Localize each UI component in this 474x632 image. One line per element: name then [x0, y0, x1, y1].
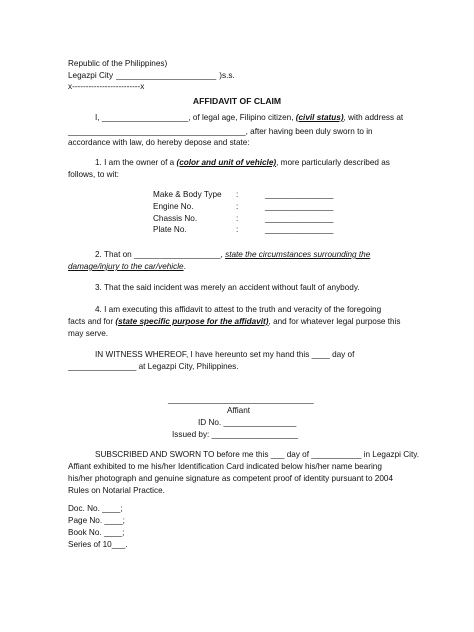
spec-colon-plate: :: [236, 225, 239, 234]
intro-line-3: accordance with law, do hereby depose and state:: [68, 138, 250, 147]
item1-line-2: follows, to wit:: [68, 170, 119, 179]
spec-blank-make: _______________: [265, 190, 334, 199]
jurat-line-3: his/her photograph and genuine signature as competent proof of identity pursuant to 2004: [68, 474, 393, 483]
item4-whatever: , and for whatever legal purpose this: [268, 317, 401, 326]
header-city-line: [68, 71, 235, 81]
affiant-id: ID No. ________________: [198, 418, 297, 427]
item4-facts: facts and for: [68, 317, 114, 326]
item4-line-2: [68, 317, 401, 327]
document-title: AFFIDAVIT OF CLAIM: [192, 96, 282, 106]
item2-period: .: [183, 262, 186, 271]
spec-blank-chassis: _______________: [265, 214, 334, 223]
witness-line-2: _______________ at Legazpi City, Philippines.: [68, 362, 239, 371]
spec-colon-engine: :: [236, 202, 239, 211]
page-no: Page No. ____;: [68, 516, 125, 525]
header-separator: x-------------------------x: [68, 82, 145, 91]
spec-label-make: Make & Body Type: [153, 190, 222, 199]
book-no: Book No. ____;: [68, 528, 125, 537]
intro-line-1: [95, 113, 403, 123]
item1-line-1: [95, 158, 390, 168]
spec-blank-plate: _______________: [265, 225, 334, 234]
spec-blank-engine: _______________: [265, 202, 334, 211]
intro-address: , with address at: [343, 113, 404, 122]
spec-label-plate: Plate No.: [153, 225, 187, 234]
spec-label-engine: Engine No.: [153, 202, 194, 211]
intro-name: I, ___________________, of legal age, Filipino citizen,: [95, 113, 294, 122]
item1-owner: 1. I am the owner of a: [95, 158, 175, 167]
item1-vehicle: (color and unit of vehicle): [176, 158, 277, 167]
affiant-signature-line: ________________________________: [168, 395, 314, 404]
item4-line-1: 4. I am executing this affidavit to attest to the truth and veracity of the foregoing: [95, 305, 382, 314]
spec-colon-chassis: :: [236, 214, 239, 223]
jurat-line-2: Affiant exhibited to me his/her Identification Card indicated below his/her name bearing: [68, 462, 382, 471]
item2-date-blank: ___________________,: [134, 250, 223, 259]
item2-circumstances: state the circumstances surrounding the: [225, 250, 371, 259]
item4-line-3: may serve.: [68, 329, 109, 338]
item2-damage: damage/injury to the car/vehicle: [68, 262, 184, 271]
header-city: Legazpi City: [68, 71, 114, 80]
item3-line: 3. That the said incident was merely an accident without fault of anybody.: [95, 283, 360, 292]
intro-line-2: _______________________________________, after having been duly sworn to in: [68, 127, 373, 136]
item2-that-on: 2. That on: [95, 250, 132, 259]
item4-purpose: (state specific purpose for the affidavit): [115, 317, 269, 326]
intro-civil-status: (civil status): [295, 113, 344, 122]
item1-described: , more particularly described as: [276, 158, 390, 167]
series-no: Series of 10___.: [68, 540, 128, 549]
header-ss: )s.s.: [219, 71, 235, 80]
header-city-blank: ______________________: [116, 71, 217, 80]
affiant-label: Affiant: [227, 406, 251, 415]
header-republic: Republic of the Philippines): [68, 59, 168, 68]
spec-label-chassis: Chassis No.: [153, 214, 198, 223]
item2-line-2: [68, 262, 186, 272]
doc-no: Doc. No. ____;: [68, 504, 123, 513]
jurat-line-1: SUBSCRIBED AND SWORN TO before me this ___ day of ___________ in Legazpi City.: [95, 450, 420, 459]
affiant-issued: Issued by: ___________________: [172, 430, 299, 439]
item2-line-1: [95, 250, 370, 260]
spec-colon-make: :: [236, 190, 239, 199]
jurat-line-4: Rules on Notarial Practice.: [68, 486, 165, 495]
witness-line-1: IN WITNESS WHEREOF, I have hereunto set my hand this ____ day of: [95, 350, 355, 359]
